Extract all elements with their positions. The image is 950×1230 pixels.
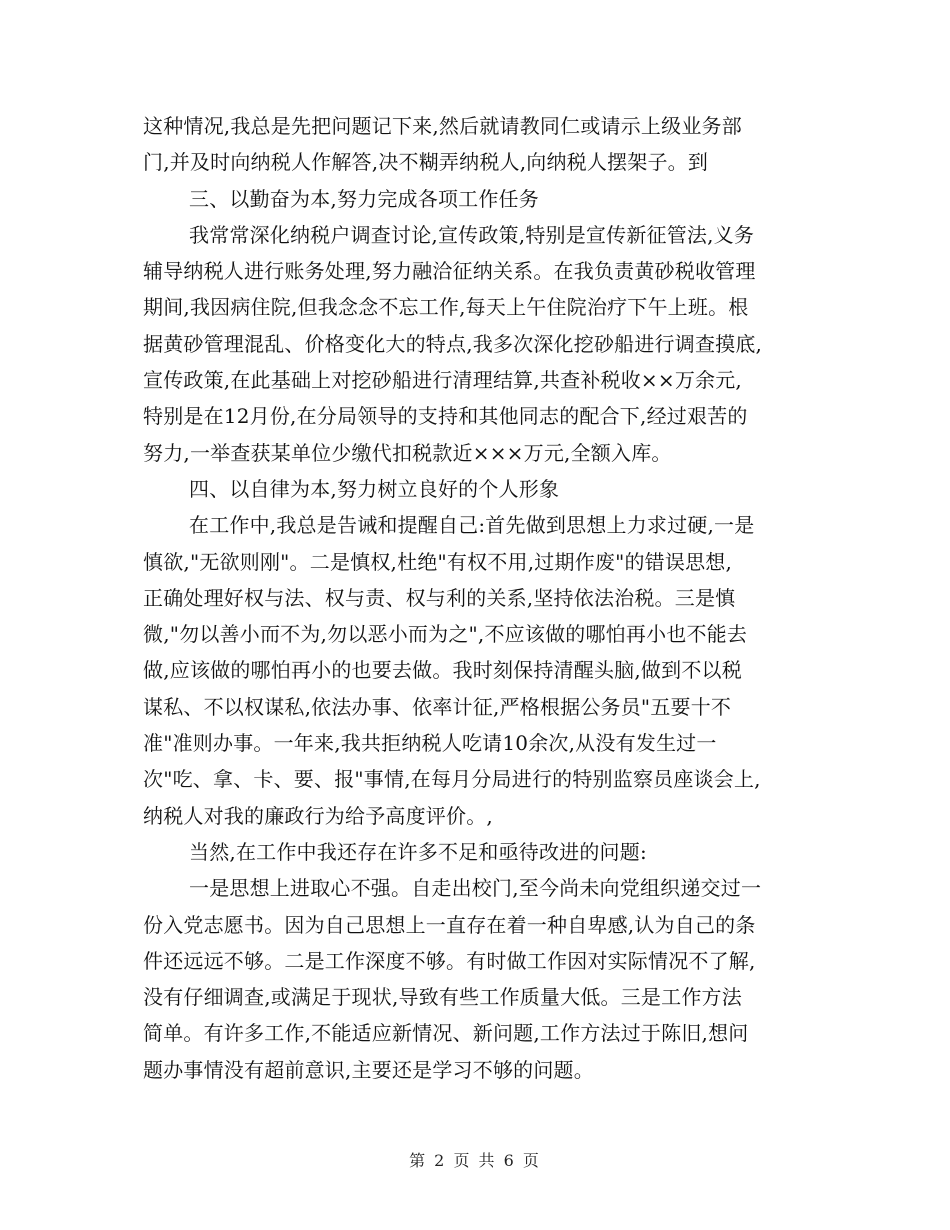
text-line: 努力,一举查获某单位少缴代扣税款近×××万元,全额入库。	[143, 440, 672, 465]
text-line: 正确处理好权与法、权与责、权与利的关系,坚持依法治税。三是慎	[143, 585, 736, 610]
text-line: 一是思想上进取心不强。自走出校门,至今尚未向党组织递交过一	[189, 876, 762, 901]
text-line: 微,"勿以善小而不为,勿以恶小而为之",不应该做的哪怕再小也不能去	[143, 622, 748, 647]
text-line: 三、以勤奋为本,努力完成各项工作任务	[189, 186, 539, 211]
text-line: 在工作中,我总是告诫和提醒自己:首先做到思想上力求过硬,一是	[189, 513, 755, 538]
text-line: 次"吃、拿、卡、要、报"事情,在每月分局进行的特别监察员座谈会上,	[143, 767, 761, 792]
text-line: 谋私、不以权谋私,依法办事、依率计征,严格根据公务员"五要十不	[143, 694, 732, 719]
text-line: 辅导纳税人进行账务处理,努力融洽征纳关系。在我负责黄砂税收管理	[143, 259, 756, 284]
text-line: 简单。有许多工作,不能适应新情况、新问题,工作方法过于陈旧,想问	[143, 1021, 749, 1046]
text-line: 门,并及时向纳税人作解答,决不糊弄纳税人,向纳税人摆架子。到	[143, 150, 709, 175]
document-body	[143, 108, 823, 1088]
text-line: 我常常深化纳税户调查讨论,宣传政策,特别是宣传新征管法,义务	[189, 222, 755, 247]
text-line: 件还远远不够。二是工作深度不够。有时做工作因对实际情况不了解,	[143, 948, 756, 973]
text-line: 题办事情没有超前意识,主要还是学习不够的问题。	[143, 1057, 594, 1082]
text-line: 当然,在工作中我还存在许多不足和亟待改进的问题:	[189, 839, 647, 864]
text-line: 做,应该做的哪怕再小的也要去做。我时刻保持清醒头脑,做到不以税	[143, 658, 742, 683]
text-line: 准"准则办事。一年来,我共拒纳税人吃请10余次,从没有发生过一	[143, 731, 717, 756]
text-line: 没有仔细调查,或满足于现状,导致有些工作质量大低。三是工作方法	[143, 985, 742, 1010]
text-line: 慎欲,"无欲则刚"。二是慎权,杜绝"有权不用,过期作废"的错误思想,	[143, 549, 733, 574]
text-line: 期间,我因病住院,但我念念不忘工作,每天上午住院治疗下午上班。根	[143, 295, 749, 320]
page-footer: 第 2 页 共 6 页	[409, 1151, 541, 1170]
text-line: 这种情况,我总是先把问题记下来,然后就请教同仁或请示上级业务部	[143, 114, 742, 138]
text-line: 四、以自律为本,努力树立良好的个人形象	[189, 476, 560, 501]
text-line: 特别是在12月份,在分局领导的支持和其他同志的配合下,经过艰苦的	[143, 404, 748, 429]
text-line: 宣传政策,在此基础上对挖砂船进行清理结算,共查补税收××万余元,	[143, 368, 742, 393]
text-line: 份入党志愿书。因为自己思想上一直存在着一种自卑感,认为自己的条	[143, 912, 756, 937]
text-line: 纳税人对我的廉政行为给予高度评价。,	[143, 803, 493, 828]
text-line: 据黄砂管理混乱、价格变化大的特点,我多次深化挖砂船进行调查摸底,	[143, 331, 763, 356]
